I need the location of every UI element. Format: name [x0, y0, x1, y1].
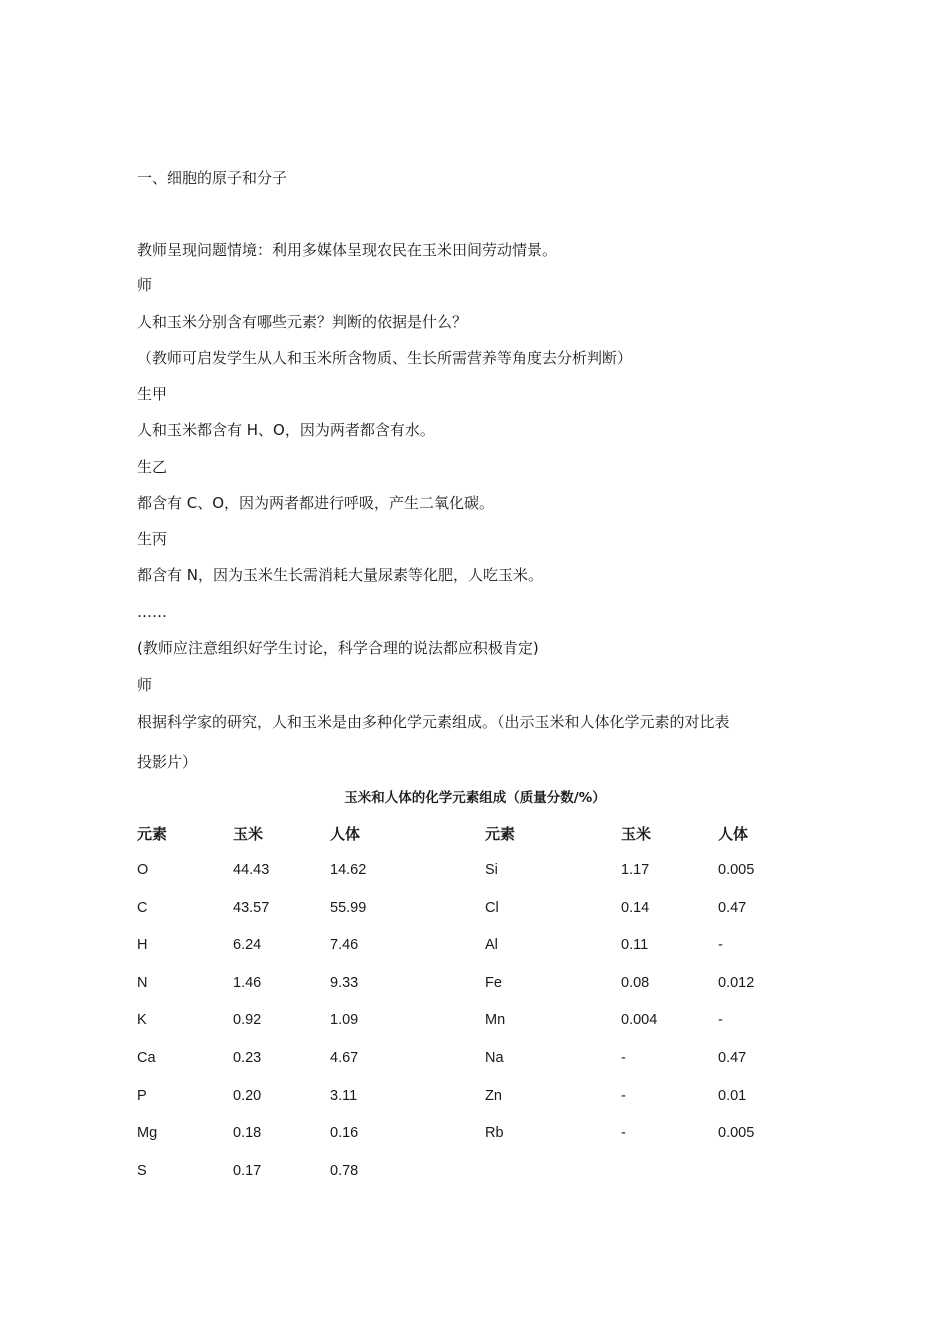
- table-cell: 0.18: [233, 1125, 262, 1141]
- table-cell: 0.11: [621, 937, 649, 953]
- table-cell: Al: [485, 937, 498, 953]
- table-cell: 3.11: [330, 1088, 358, 1104]
- table-cell: Ca: [137, 1050, 156, 1066]
- table-cell: 14.62: [330, 862, 367, 878]
- table-cell: 6.24: [233, 937, 262, 953]
- paragraph: (教师应注意组织好学生讨论，科学合理的说法都应积极肯定): [137, 639, 539, 657]
- speaker-label: 师: [137, 676, 153, 694]
- table-cell: 0.47: [718, 1050, 747, 1066]
- table-cell: 0.01: [718, 1088, 747, 1104]
- table-cell: 0.005: [718, 1125, 755, 1141]
- table-cell: 0.14: [621, 900, 650, 916]
- table-header-cell: 元素: [137, 825, 168, 843]
- table-cell: P: [137, 1088, 147, 1104]
- table-header-cell: 元素: [485, 825, 516, 843]
- table-cell: -: [621, 1088, 626, 1104]
- paragraph: 都含有 N，因为玉米生长需消耗大量尿素等化肥，人吃玉米。: [137, 566, 543, 584]
- table-cell: Fe: [485, 975, 502, 991]
- table-cell: 0.92: [233, 1012, 262, 1028]
- ellipsis: ……: [137, 603, 167, 621]
- table-cell: Si: [485, 862, 498, 878]
- table-cell: -: [621, 1125, 626, 1141]
- table-header-cell: 人体: [718, 825, 749, 843]
- speaker-label: 师: [137, 276, 153, 294]
- table-cell: 0.78: [330, 1163, 359, 1179]
- table-cell: O: [137, 862, 149, 878]
- paragraph: 人和玉米分别含有哪些元素？判断的依据是什么？: [137, 313, 468, 331]
- paragraph: 人和玉米都含有 H、O，因为两者都含有水。: [137, 421, 435, 439]
- table-cell: Cl: [485, 900, 499, 916]
- table-cell: Rb: [485, 1125, 504, 1141]
- table-cell: 0.16: [330, 1125, 359, 1141]
- table-cell: 55.99: [330, 900, 367, 916]
- table-cell: 1.17: [621, 862, 650, 878]
- table-cell: Mg: [137, 1125, 158, 1141]
- table-cell: 0.47: [718, 900, 747, 916]
- table-cell: 0.08: [621, 975, 650, 991]
- table-cell: 44.43: [233, 862, 270, 878]
- table-cell: Zn: [485, 1088, 502, 1104]
- paragraph: （教师可启发学生从人和玉米所含物质、生长所需营养等角度去分析判断）: [137, 349, 633, 367]
- table-cell: 9.33: [330, 975, 359, 991]
- table-cell: 0.17: [233, 1163, 262, 1179]
- paragraph: 根据科学家的研究，人和玉米是由多种化学元素组成。（出示玉米和人体化学元素的对比表: [137, 713, 730, 731]
- speaker-label: 生甲: [137, 385, 168, 403]
- table-cell: 0.004: [621, 1012, 658, 1028]
- table-cell: C: [137, 900, 148, 916]
- table-header-cell: 玉米: [621, 825, 652, 843]
- table-cell: 0.23: [233, 1050, 262, 1066]
- table-cell: 0.005: [718, 862, 755, 878]
- table-cell: Na: [485, 1050, 504, 1066]
- table-cell: Mn: [485, 1012, 506, 1028]
- table-cell: -: [718, 937, 723, 953]
- table-cell: 0.012: [718, 975, 755, 991]
- table-cell: 43.57: [233, 900, 270, 916]
- paragraph: 教师呈现问题情境：利用多媒体呈现农民在玉米田间劳动情景。: [137, 241, 558, 259]
- table-cell: 4.67: [330, 1050, 359, 1066]
- table-header-cell: 人体: [330, 825, 361, 843]
- table-header-cell: 玉米: [233, 825, 264, 843]
- table-cell: N: [137, 975, 148, 991]
- table-cell: 1.09: [330, 1012, 359, 1028]
- speaker-label: 生丙: [137, 530, 168, 548]
- table-cell: 7.46: [330, 937, 359, 953]
- table-cell: S: [137, 1163, 147, 1179]
- speaker-label: 生乙: [137, 458, 168, 476]
- table-cell: K: [137, 1012, 147, 1028]
- paragraph: 投影片）: [137, 753, 198, 771]
- table-cell: H: [137, 937, 148, 953]
- section-heading: 一、细胞的原子和分子: [137, 169, 288, 187]
- table-cell: 1.46: [233, 975, 262, 991]
- table-title: 玉米和人体的化学元素组成（质量分数/%）: [344, 790, 606, 806]
- table-cell: 0.20: [233, 1088, 262, 1104]
- table-cell: -: [621, 1050, 626, 1066]
- table-cell: -: [718, 1012, 723, 1028]
- paragraph: 都含有 C、O，因为两者都进行呼吸，产生二氧化碳。: [137, 494, 495, 512]
